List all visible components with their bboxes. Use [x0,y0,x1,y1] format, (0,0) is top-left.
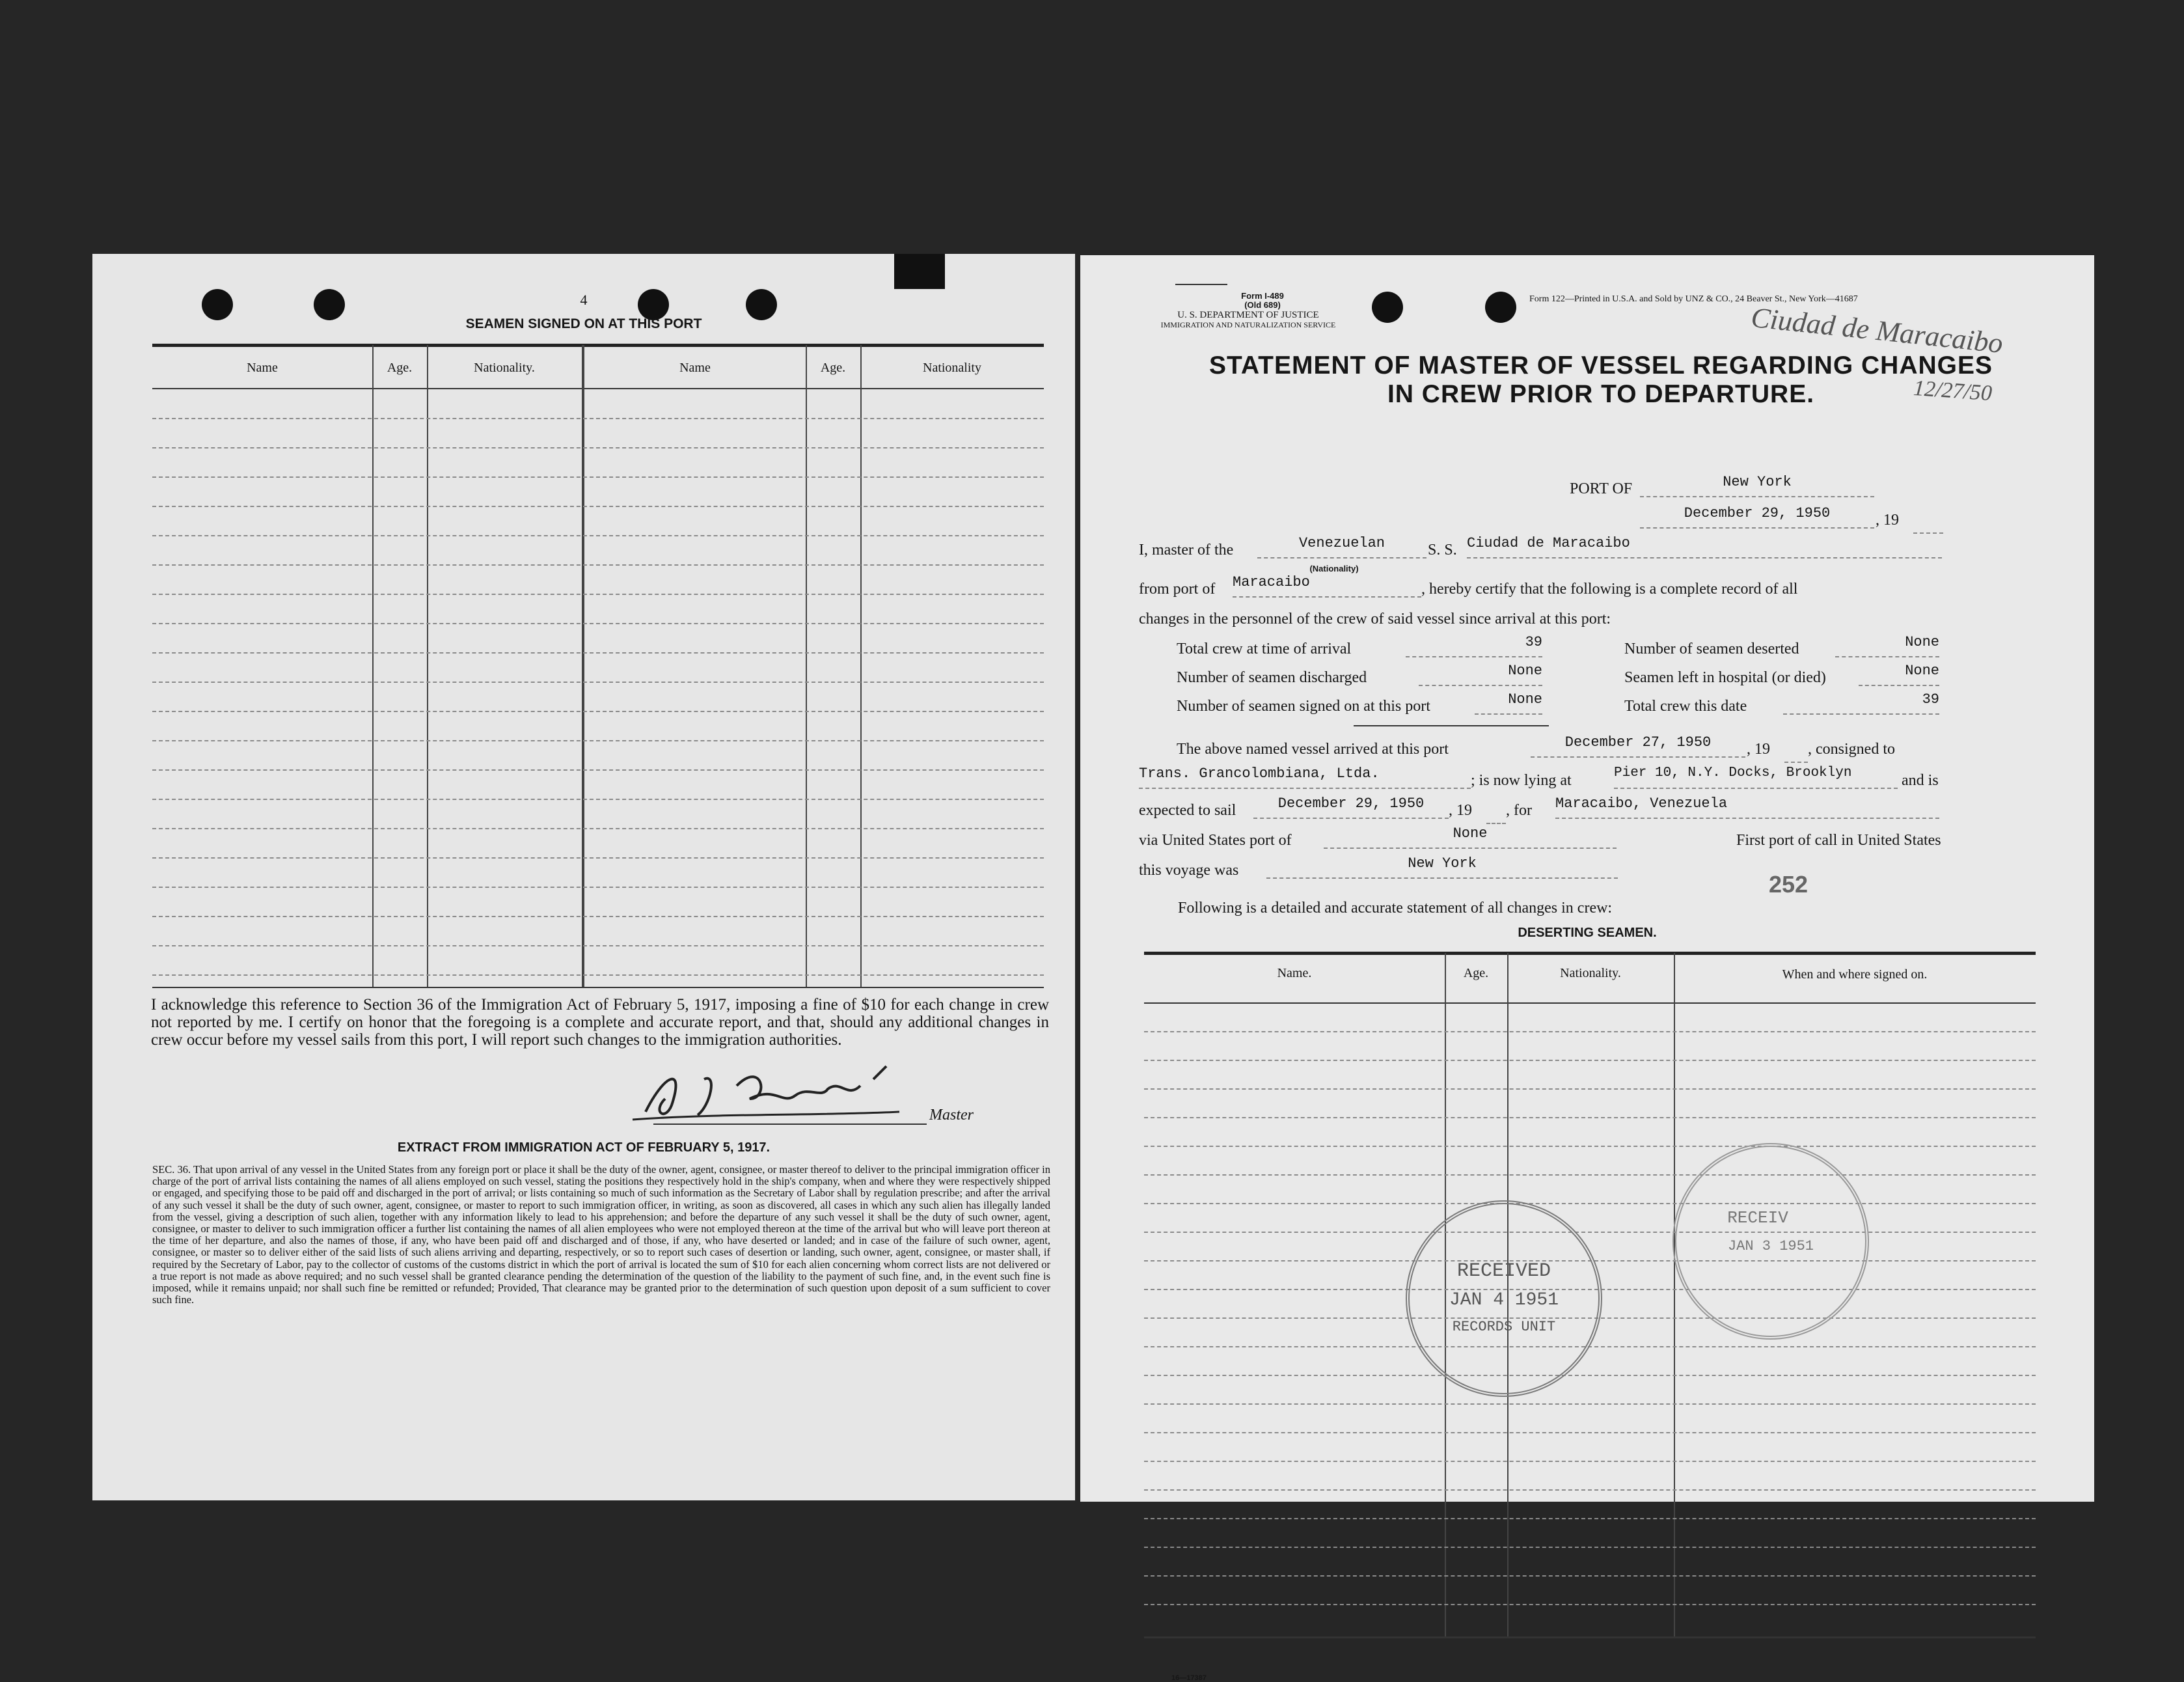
table-row [152,682,1044,683]
certify-text: , hereby certify that the following is a complete record of all [1421,581,1798,598]
master-label: Master [929,1107,974,1124]
table-row [152,652,1044,654]
deserting-bottom-rule [1144,1636,2036,1638]
received-stamp: RECEIV JAN 3 1951 [1672,1143,1869,1340]
form-title-line1: STATEMENT OF MASTER OF VESSEL REGARDING CHANGES [1208,352,1993,379]
table-row [152,418,1044,419]
table-row [1144,1403,2036,1405]
table-row [152,828,1044,829]
table-row [1144,1146,2036,1147]
form-title-line2: IN CREW PRIOR TO DEPARTURE. [1387,380,1815,408]
total-crew-date-label: Total crew this date [1624,698,1747,715]
table-row [152,711,1044,712]
master-signature [626,1060,925,1125]
port-of-field: New York [1640,474,1874,497]
col-header-age: Age. [387,361,413,375]
changes-text: changes in the personnel of the crew of said vessel since arrival at this port: [1139,611,1611,627]
deserting-title: DESERTING SEAMEN. [1518,926,1657,940]
from-port-field: Maracaibo [1233,574,1421,598]
via-label: via United States port of [1139,832,1292,849]
stats-rule [1354,725,1549,726]
extract-title: EXTRACT FROM IMMIGRATION ACT OF FEBRUARY 5, 1917. [397,1140,771,1155]
punch-hole [1372,292,1403,323]
department-name: U. S. DEPARTMENT OF JUSTICE [1177,310,1319,320]
right-page [1080,255,2094,1682]
table-row [1144,1547,2036,1548]
page-number: 4 [580,292,588,308]
table-row [152,447,1044,448]
expected-field: December 29, 1950 [1253,795,1449,819]
handwritten-date: 12/27/50 [1912,376,1993,406]
left-page [92,254,1075,1500]
service-name: IMMIGRATION AND NATURALIZATION SERVICE [1160,320,1336,329]
footer-code: 16—17387 [1171,1674,1207,1682]
deserting-col-name: Name. [1277,966,1312,980]
first-port-label: First port of call in United States [1736,832,1941,849]
table-row [152,740,1044,741]
table-title: SEAMEN SIGNED ON AT THIS PORT [465,316,702,331]
year-blank [1913,532,1943,534]
col-divider [372,345,374,987]
from-port-label: from port of [1139,581,1216,598]
col-divider [860,345,862,987]
table-row [152,974,1044,976]
col-header-name: Name [247,361,278,375]
table-row [152,476,1044,478]
ss-field: Ciudad de Maracaibo [1467,535,1942,558]
table-row [1144,1117,2036,1118]
ss-label: S. S. [1428,542,1457,558]
deserting-header-rule [1144,1002,2036,1004]
table-top-rule [152,344,1044,347]
col-divider [427,345,428,987]
expected-label: expected to sail [1139,802,1236,819]
table-row [1144,1088,2036,1090]
expected-suffix: , 19 [1449,802,1472,819]
col-header-nationality: Nationality. [474,361,535,375]
discharged-value: None [1419,663,1542,686]
following-text: Following is a detailed and accurate statement of all changes in crew: [1178,900,1613,917]
master-of-label: I, master of the [1139,542,1234,558]
received-stamp: RECEIVED JAN 4 1951 RECORDS UNIT [1406,1200,1602,1397]
voyage-field: New York [1266,855,1618,879]
table-row [152,564,1044,566]
col-divider [582,345,584,987]
voyage-label: this voyage was [1139,862,1239,879]
date-suffix: , 19 [1876,512,1899,529]
deserting-top-rule [1144,952,2036,955]
printer-note: Form 122—Printed in U.S.A. and Sold by UNZ & CO., 24 Beaver St., New York—41687 [1529,294,1858,304]
signed-on-label: Number of seamen signed on at this port [1177,698,1430,715]
table-row [152,769,1044,771]
year-blank [1486,823,1506,824]
binding-tab [894,254,945,289]
arrived-field: December 27, 1950 [1531,734,1745,758]
form-rule [1175,284,1227,285]
acknowledgement-text: I acknowledge this reference to Section 36 of the Immigration Act of February 5, 1917, imposing a fine of $10 for each change in crew not reported by me. I certify on honor that the foregoing is a complete and accurate report, and that, should any additional changes in crew occur before my vessel sails from this port, I will report such changes to the immigration authorities. [151,996,1049,1049]
table-row [152,623,1044,624]
table-row [152,857,1044,859]
table-row [1144,1604,2036,1605]
deserting-col-age: Age. [1463,966,1489,980]
consignee-field: Trans. Grancolombiana, Ltda. [1139,765,1471,789]
total-crew-arrival-label: Total crew at time of arrival [1177,641,1352,657]
table-row [1144,1060,2036,1061]
hospital-value: None [1859,663,1939,686]
table-row [1144,1518,2036,1519]
table-row [152,887,1044,888]
table-row [1144,1432,2036,1433]
extract-text: SEC. 36. That upon arrival of any vessel in the United States from any foreign port or place it shall be the duty of the owner, agent, consignee, or master thereof to deliver to the principal immigration officer in charge of the port of arrival lists containing the names of all aliens employed on such vessel, stating the positions they respectively hold in the ship's company, when and where they were respectively shipped or engaged, and specifying those to be paid off and discharged in the port of arrival; or lists containing so much of such information as the Secretary of Labor shall by regulation prescribe; and after the arrival of any such vessel it shall be the duty of such owner, agent, consignee, or master to report to such immigration officer, in writing, as soon as discovered, all cases in which any such alien has illegally landed from the vessel, giving a description of such alien, together with any information likely to lead to his apprehension; and before the departure of any such vessel it shall be the duty of such owner, agent, consignee, or master to deliver to such immigration officer a further list containing the names of all alien employees who were not employed thereon at the time of the arrival but who will leave port thereon at the time of her departure, and also the names of those, if any, who have been paid off and discharged and of those, if any, who have deserted or landed; and in case of the failure of such owner, agent, consignee, or master so to deliver either of the said lists of such aliens arriving and departing, respectively, or so to report such cases of desertion or landing, such owner, agent, consignee, or master shall, if required by the Secretary of Labor, pay to the collector of customs of the customs district in which the port of arrival is located the sum of $10 for each alien concerning whom correct lists are not delivered or a true report is not made as above required; and no such vessel shall be granted clearance pending the determination of the question of the liability to the payment of such fine, and, in the event such fine is imposed, while it remains unpaid; nor shall such fine be remitted or refunded; Provided, That clearance may be granted prior to the determination of such question upon deposit of a sum sufficient to cover such fine. [152,1163,1050,1306]
deserted-value: None [1835,634,1939,657]
col-header-age: Age. [820,361,846,375]
table-row [152,945,1044,946]
table-row [152,594,1044,595]
table-row [1144,1461,2036,1462]
table-row [1144,1174,2036,1176]
deserting-col-nationality: Nationality. [1560,966,1621,980]
col-header-nationality: Nationality [923,361,981,375]
stamp-number: 252 [1769,871,1809,898]
nationality-caption: (Nationality) [1309,564,1359,573]
for-field: Maracaibo, Venezuela [1555,795,1939,819]
via-field: None [1324,825,1617,849]
table-row [1144,1489,2036,1491]
form-number: Form I-489 (Old 689) [1241,291,1284,310]
table-bottom-rule [152,987,1044,988]
table-row [1144,1575,2036,1577]
for-label: , for [1506,802,1532,819]
consigned-label: , consigned to [1808,741,1895,758]
year-blank [1784,762,1808,763]
table-row [1144,1031,2036,1032]
table-row [152,799,1044,800]
port-of-label: PORT OF [1570,480,1633,497]
lying-field: Pier 10, N.Y. Docks, Brooklyn [1614,765,1898,789]
signature-rule [653,1124,927,1125]
total-crew-arrival-value: 39 [1406,634,1542,657]
table-row [1144,1375,2036,1376]
table-row [152,506,1044,507]
arrived-suffix: , 19 [1747,741,1770,758]
table-header-rule [152,388,1044,389]
discharged-label: Number of seamen discharged [1177,669,1367,686]
table-row [1144,1203,2036,1204]
table-row [152,535,1044,536]
col-divider [806,345,807,987]
col-header-name: Name [679,361,711,375]
and-is-label: and is [1902,772,1939,789]
col-divider [1674,953,1675,1636]
deserted-label: Number of seamen deserted [1624,641,1799,657]
nationality-field: Venezuelan [1257,535,1426,558]
punch-hole [1485,292,1516,323]
total-crew-date-value: 39 [1783,691,1939,715]
signed-on-value: None [1475,691,1542,715]
handwritten-vessel-name: Ciudad de Maracaibo [1749,301,2005,360]
table-row [1144,1232,2036,1233]
deserting-col-signed-on: When and where signed on. [1782,967,1928,982]
date-field: December 29, 1950 [1640,505,1874,529]
lying-label: ; is now lying at [1471,772,1572,789]
hospital-label: Seamen left in hospital (or died) [1624,669,1826,686]
arrived-label: The above named vessel arrived at this port [1177,741,1449,758]
table-row [152,916,1044,917]
